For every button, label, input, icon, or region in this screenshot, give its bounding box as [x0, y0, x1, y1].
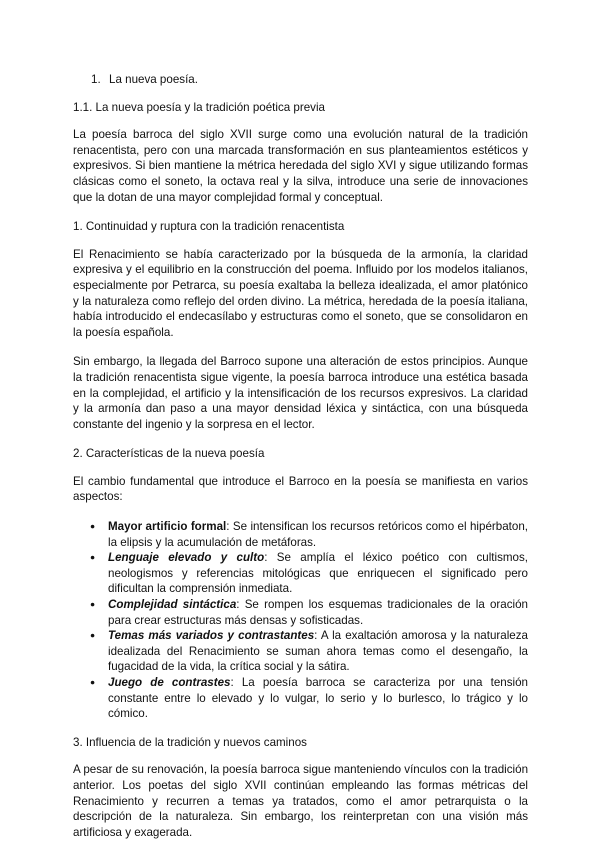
document-heading	[91, 72, 528, 88]
list-item	[108, 597, 528, 628]
section-1-paragraph-2: Sin embargo, la llegada del Barroco supone una alteración de estos principios. Aunque la tradición renacentista sigue vigente, la poesía barroca introduce una estética basada en la complejidad, el artificio y la intensificación de los recursos expresivos. La claridad y la armonía dan paso a una mayor densidad léxica y sintáctica, con una búsqueda constante del ingenio y la sorpresa en el lector.	[73, 355, 528, 431]
list-item-text: : A la exaltación amorosa y la naturaleza idealizada del Renacimiento se suman ahora temas como el desengaño, la fugacidad de la vida, la crítica social y la sátira.	[108, 629, 528, 674]
list-item-term: Mayor artificio formal	[108, 520, 227, 534]
section-3-title: 3. Influencia de la tradición y nuevos caminos	[73, 735, 307, 749]
list-item	[108, 550, 528, 597]
list-item-text: : La poesía barroca se caracteriza por una tensión constante entre lo elevado y lo vulgar, lo serio y lo burlesco, lo trágico y lo cómico.	[108, 676, 528, 721]
list-item-term: Complejidad sintáctica	[108, 598, 237, 612]
characteristics-list	[73, 519, 528, 722]
list-item	[108, 675, 528, 722]
section-1-title: 1. Continuidad y ruptura con la tradición renacentista	[73, 220, 345, 234]
list-item-term: Temas más variados y contrastantes	[108, 629, 315, 643]
list-item-text: : Se amplía el léxico poético con cultismos, neologismos y referencias mitológicas que enriquecen el significado pero dificultan la comprensión inmediata.	[108, 551, 528, 596]
section-3-paragraph: A pesar de su renovación, la poesía barroca sigue manteniendo vínculos con la tradición anterior. Los poetas del siglo XVII continúan empleando las formas métricas del Renacimiento y recurren a temas ya tratados, como el amor petrarquista o la descripción de la naturaleza. Sin embargo, los reinterpretan con una visión más artificiosa y exagerada.	[73, 763, 529, 839]
heading-number: 1.	[91, 73, 101, 86]
section-2-intro: El cambio fundamental que introduce el Barroco en la poesía se manifiesta en varios aspectos:	[73, 474, 528, 504]
section-1-1-paragraph: La poesía barroca del siglo XVII surge como una evolución natural de la tradición renacentista, pero con una marcada transformación en sus planteamientos estéticos y expresivos. Si bien mantiene la métrica heredada del siglo XVI y sigue utilizando formas clásicas como el soneto, la octava real y la silva, introduce una serie de innovaciones que la dotan de una mayor complejidad formal y conceptual.	[73, 128, 528, 204]
section-1-paragraph-1: El Renacimiento se había caracterizado por la búsqueda de la armonía, la claridad expresiva y el equilibrio en la construcción del poema. Influido por los modelos italianos, especialmente por Petrarca, su poesía exaltaba la belleza idealizada, el amor platónico y la naturaleza como reflejo del orden divino. La métrica, heredada de la poesía italiana, había introducido el endecasílabo y estructuras como el soneto, que se consolidaron en la poesía española.	[73, 247, 528, 339]
list-item-term: Lenguaje elevado y culto	[108, 551, 265, 565]
list-item	[108, 519, 528, 550]
section-1-1-title: 1.1. La nueva poesía y la tradición poética previa	[73, 100, 326, 114]
heading-text: La nueva poesía.	[109, 73, 198, 86]
section-2-title: 2. Características de la nueva poesía	[73, 447, 265, 461]
list-item-term: Juego de contrastes	[108, 676, 231, 689]
list-item	[108, 628, 528, 675]
list-item-text: : Se rompen los esquemas tradicionales de la oración para crear estructuras más densas y sofisticadas.	[108, 598, 528, 627]
list-item-text: : Se intensifican los recursos retóricos como el hipérbaton, la elipsis y la acumulación de metáforas.	[108, 520, 528, 549]
